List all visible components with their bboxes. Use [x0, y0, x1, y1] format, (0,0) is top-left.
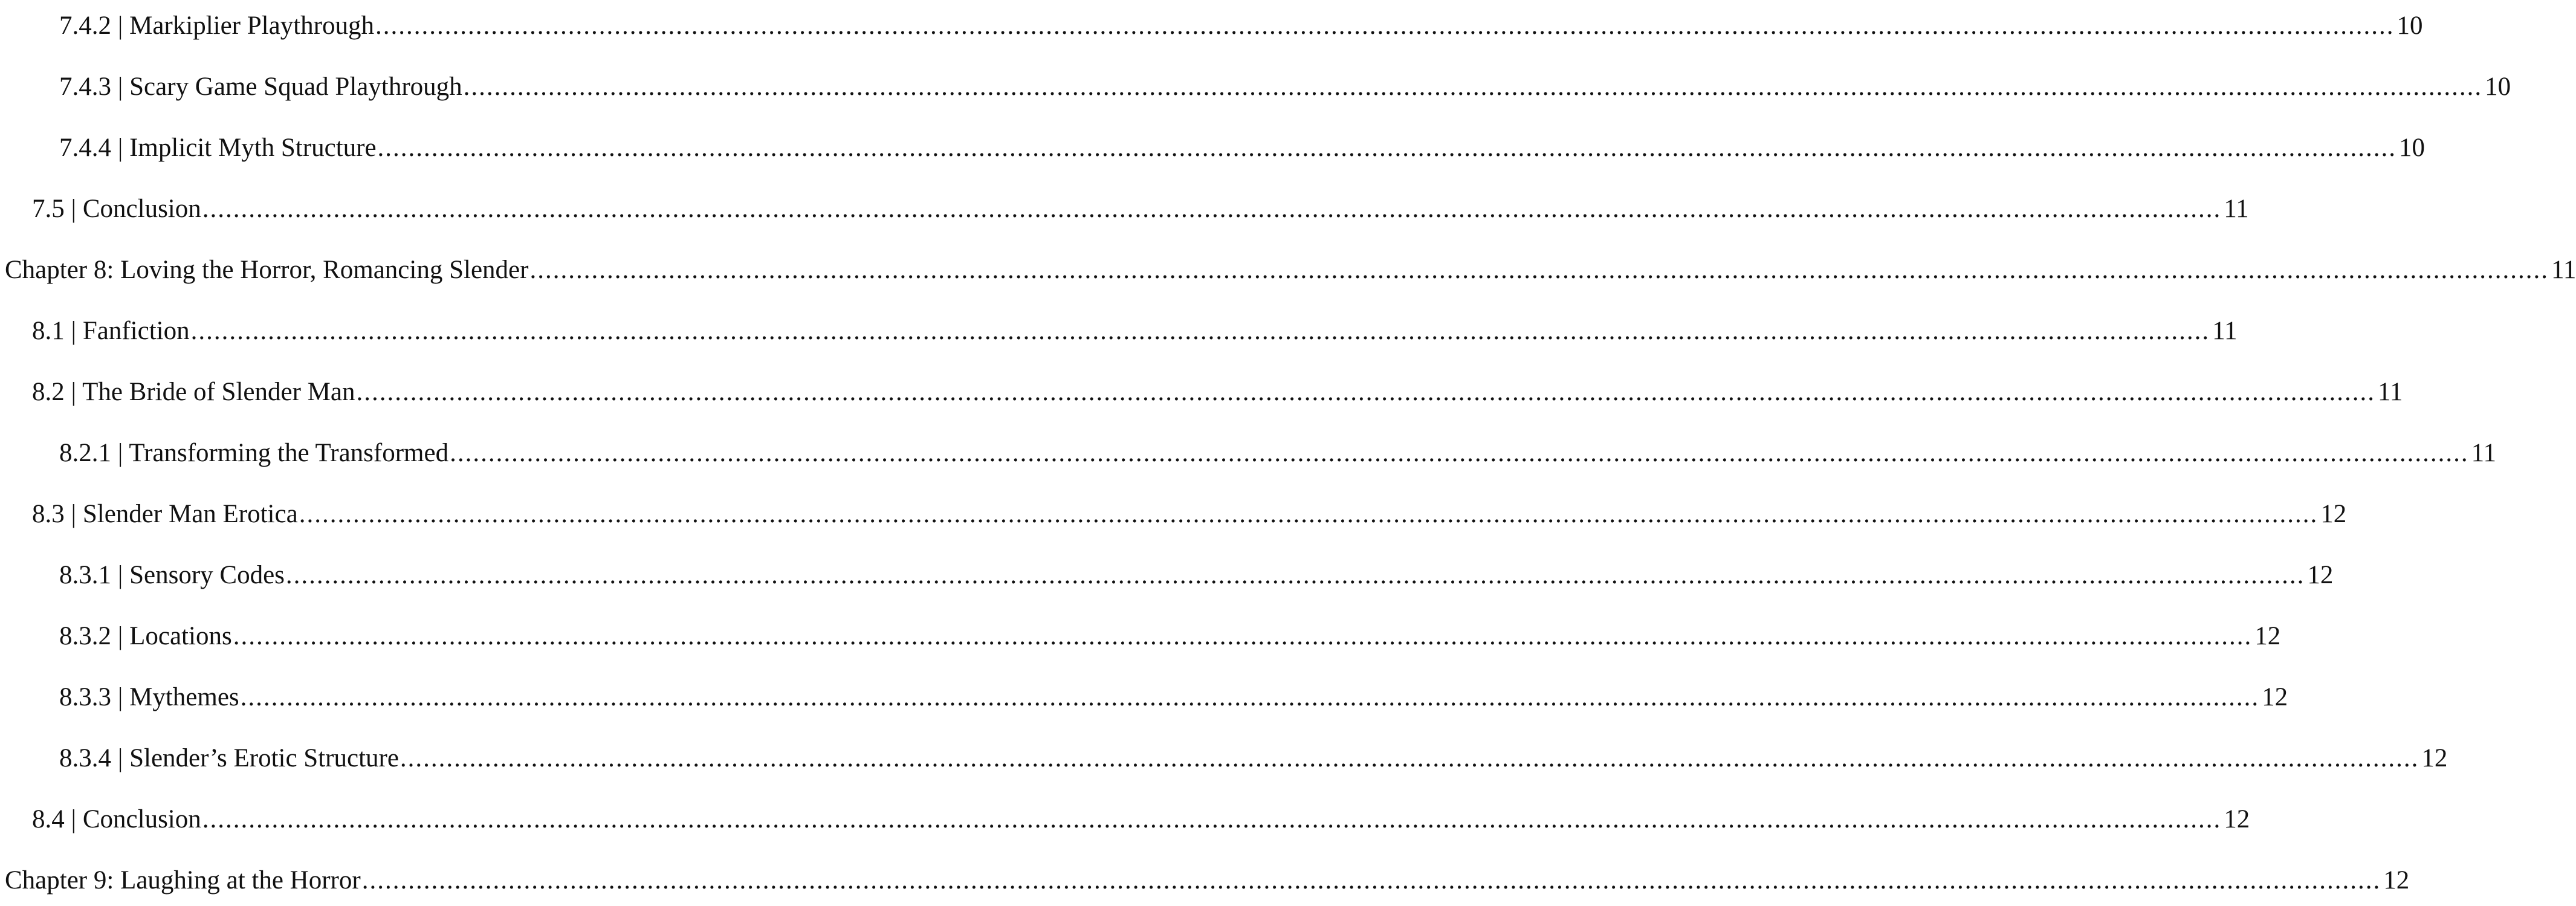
toc-entry-8-2[interactable] — [32, 374, 2403, 410]
toc-page-number: 12 — [2262, 683, 2288, 711]
toc-entry-7-4-2[interactable] — [59, 8, 2423, 44]
toc-entry-8-1[interactable] — [32, 313, 2238, 349]
toc-entry-label: Chapter 8: Loving the Horror, Romancing Slender — [5, 256, 529, 284]
dot-leader: ...................................................................................................................................................................................................................................................................... — [450, 439, 2469, 467]
dot-leader: ...................................................................................................................................................................................................................................................................... — [375, 11, 2395, 40]
dot-leader: ...................................................................................................................................................................................................................................................................... — [190, 317, 2210, 345]
dot-leader: ...................................................................................................................................................................................................................................................................... — [202, 805, 2222, 833]
toc-entry-label: 7.4.4 | Implicit Myth Structure — [59, 134, 377, 162]
toc-entry-8-4[interactable] — [32, 801, 2250, 838]
dot-leader: ...................................................................................................................................................................................................................................................................... — [377, 134, 2397, 162]
toc-entry-label: 8.4 | Conclusion — [32, 805, 201, 833]
toc-entry-chapter-8[interactable] — [5, 252, 2576, 288]
toc-page-number: 10 — [2399, 134, 2426, 162]
toc-page-number: 12 — [2224, 805, 2250, 833]
toc-page-number: 11 — [2212, 317, 2238, 345]
toc-entry-label: 7.5 | Conclusion — [32, 195, 201, 223]
toc-entry-7-5[interactable] — [32, 191, 2249, 227]
toc-entry-7-4-3[interactable] — [59, 69, 2511, 105]
toc-entry-label: 8.3 | Slender Man Erotica — [32, 500, 298, 528]
dot-leader: ...................................................................................................................................................................................................................................................................... — [361, 866, 2381, 895]
toc-entry-chapter-9[interactable] — [5, 862, 2410, 899]
toc-entry-8-2-1[interactable] — [59, 435, 2496, 471]
toc-entry-8-3[interactable] — [32, 496, 2347, 532]
toc-entry-8-3-4[interactable] — [59, 740, 2448, 777]
toc-entry-label: 8.2.1 | Transforming the Transformed — [59, 439, 449, 467]
toc-page-number: 12 — [2421, 744, 2448, 772]
toc-entry-label: 8.2 | The Bride of Slender Man — [32, 378, 355, 406]
toc-page-number: 12 — [2307, 561, 2334, 589]
toc-entry-label: 8.3.3 | Mythemes — [59, 683, 239, 711]
toc-page-number: 10 — [2396, 11, 2423, 40]
toc-page-number: 11 — [2471, 439, 2496, 467]
toc-entry-label: 8.1 | Fanfiction — [32, 317, 190, 345]
dot-leader: ...................................................................................................................................................................................................................................................................... — [400, 744, 2419, 772]
dot-leader: ...................................................................................................................................................................................................................................................................... — [285, 561, 2305, 589]
toc-entry-8-3-1[interactable] — [59, 557, 2334, 594]
toc-page-number: 12 — [2383, 866, 2410, 895]
toc-entry-label: 8.3.2 | Locations — [59, 622, 232, 650]
dot-leader: ...................................................................................................................................................................................................................................................................... — [202, 195, 2222, 223]
toc-page-number: 10 — [2485, 73, 2511, 101]
toc-entry-label: 8.3.4 | Slender’s Erotic Structure — [59, 744, 399, 772]
dot-leader: ...................................................................................................................................................................................................................................................................... — [529, 256, 2549, 284]
toc-entry-label: 7.4.2 | Markiplier Playthrough — [59, 11, 374, 40]
toc-page-number: 11 — [2551, 256, 2576, 284]
toc-entry-7-4-4[interactable] — [59, 130, 2426, 166]
toc-entry-8-3-2[interactable] — [59, 618, 2281, 655]
toc-entry-8-3-3[interactable] — [59, 679, 2288, 716]
toc-entry-label: Chapter 9: Laughing at the Horror — [5, 866, 361, 895]
dot-leader: ...................................................................................................................................................................................................................................................................... — [356, 378, 2375, 406]
toc-entry-label: 7.4.3 | Scary Game Squad Playthrough — [59, 73, 462, 101]
toc-page-number: 11 — [2224, 195, 2249, 223]
toc-page-number: 12 — [2254, 622, 2281, 650]
toc-entry-label: 8.3.1 | Sensory Codes — [59, 561, 285, 589]
dot-leader: ...................................................................................................................................................................................................................................................................... — [233, 622, 2253, 650]
toc-page-number: 11 — [2377, 378, 2403, 406]
dot-leader: ...................................................................................................................................................................................................................................................................... — [463, 73, 2483, 101]
toc-page-number: 12 — [2320, 500, 2347, 528]
dot-leader: ...................................................................................................................................................................................................................................................................... — [299, 500, 2319, 528]
dot-leader: ...................................................................................................................................................................................................................................................................... — [240, 683, 2260, 711]
